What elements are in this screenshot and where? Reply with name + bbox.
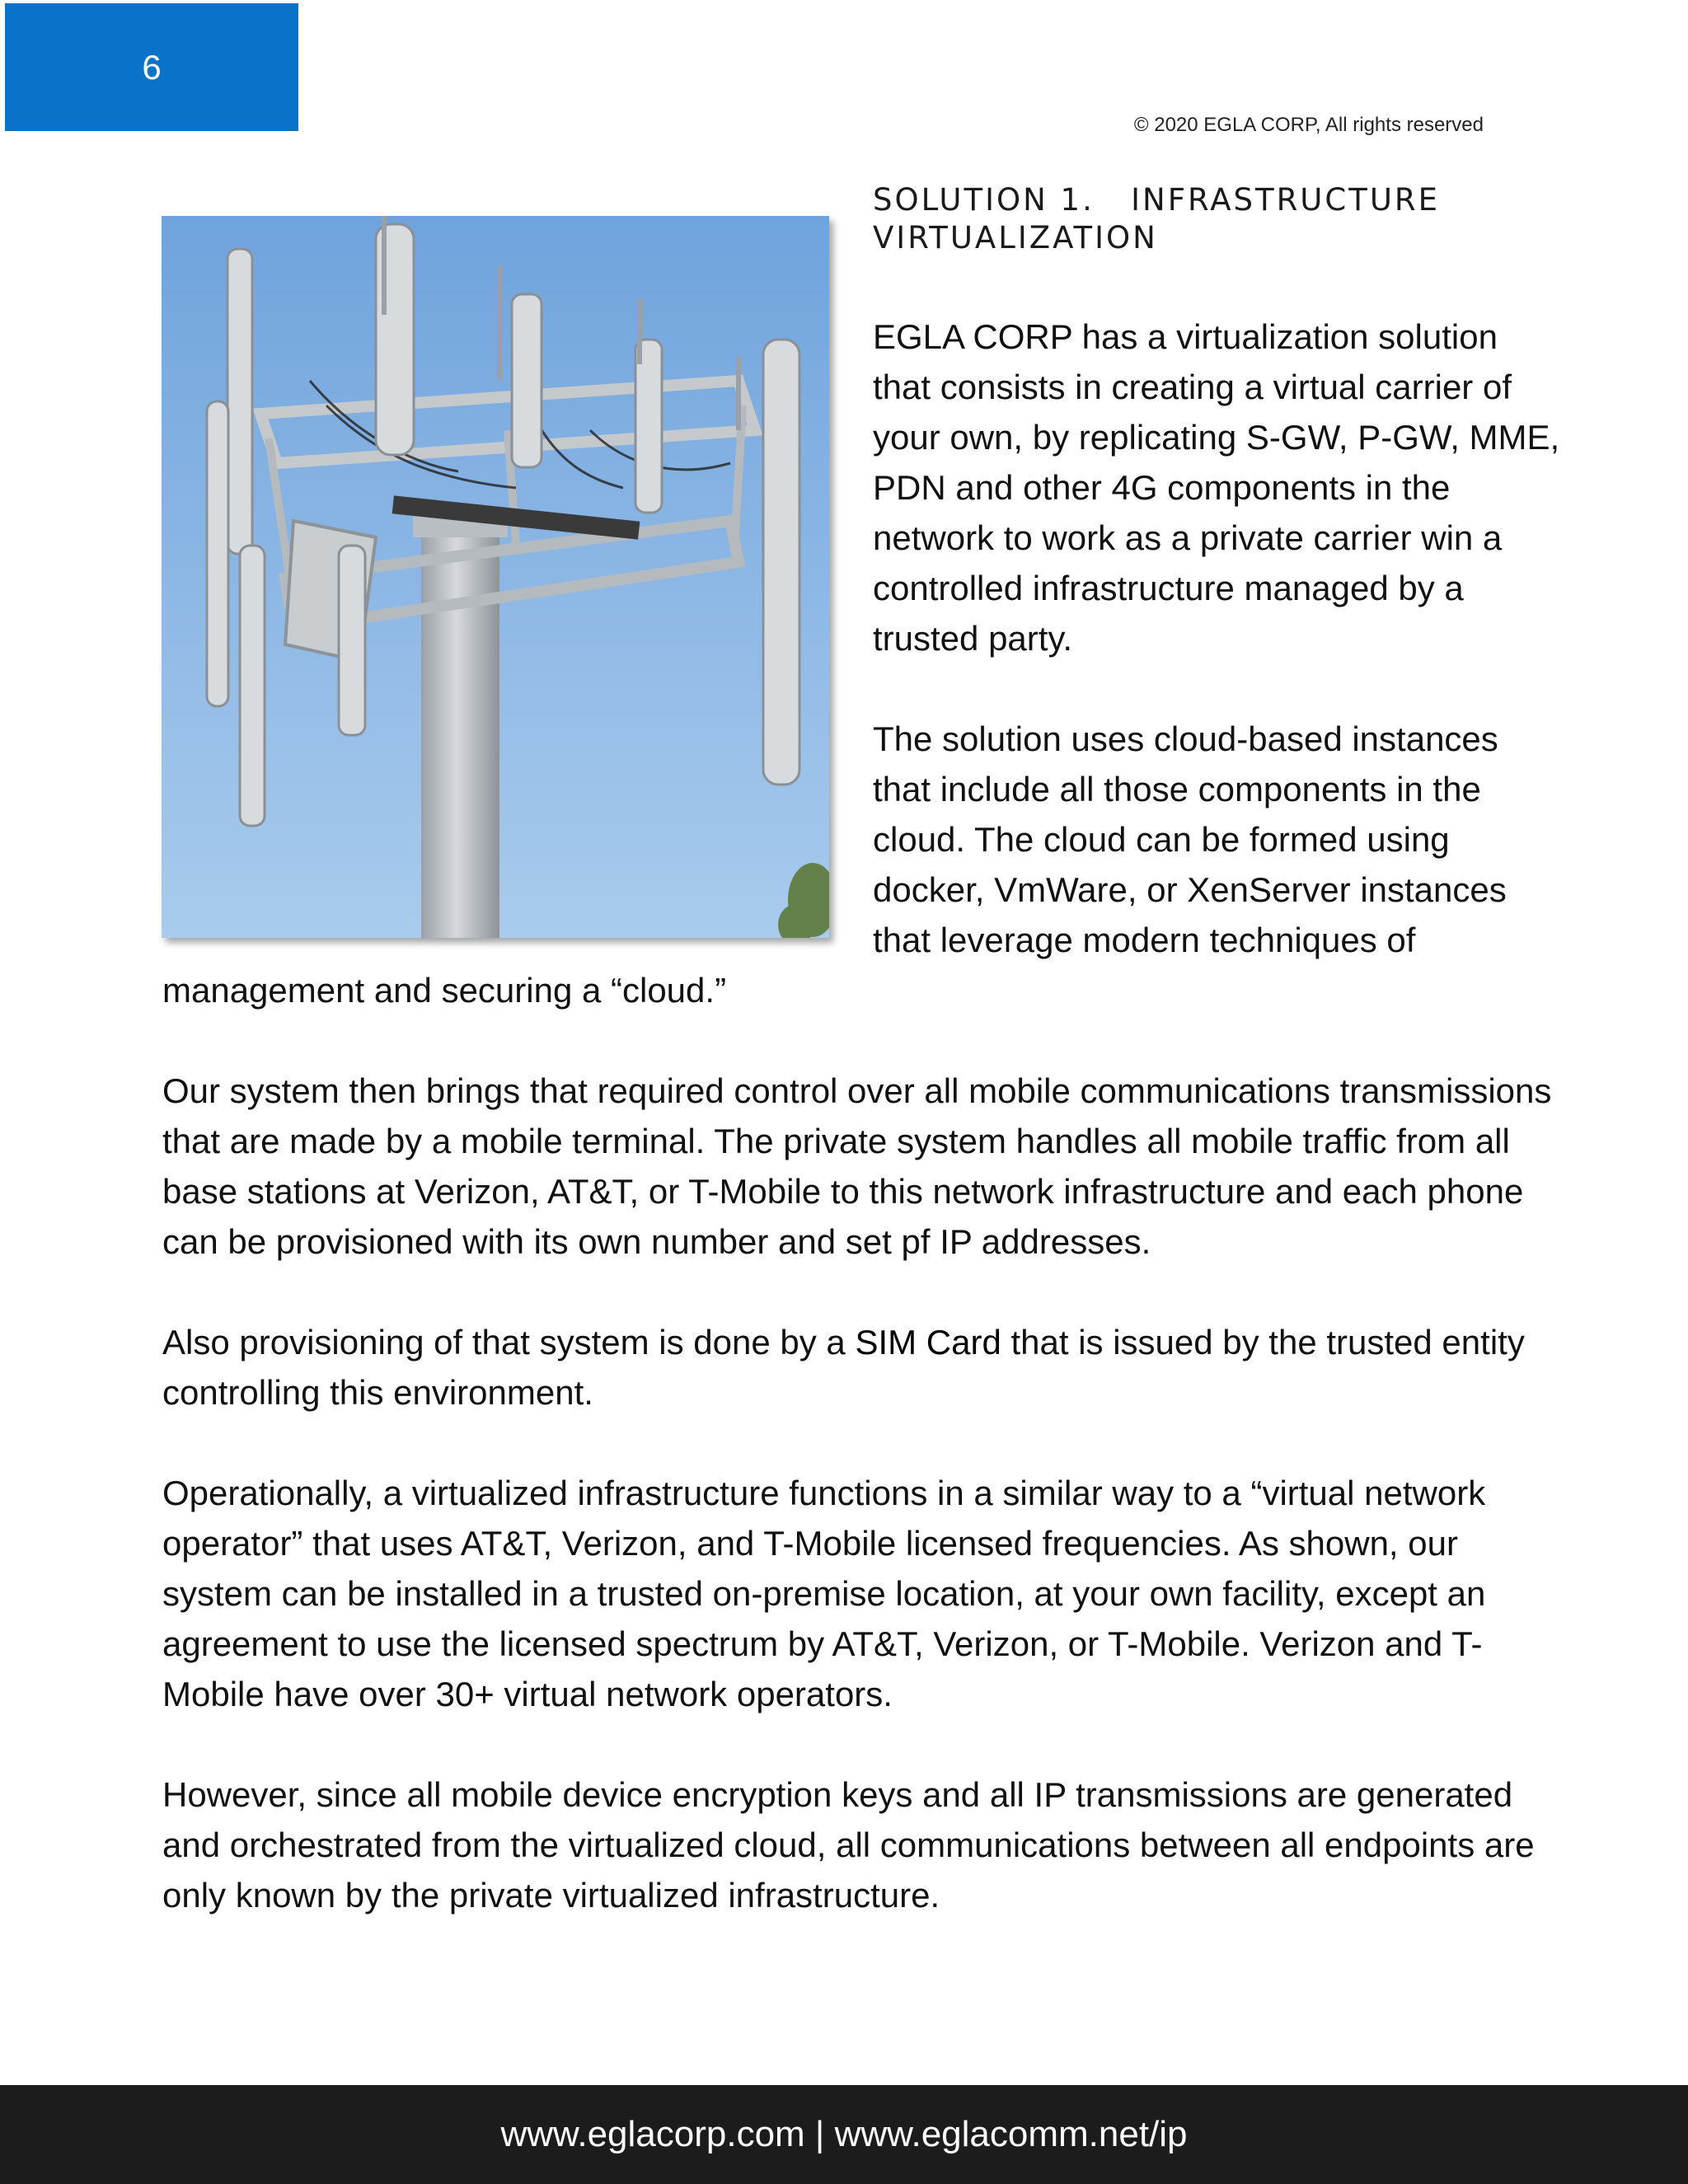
footer-links: www.eglacorp.com | www.eglacomm.net/ip bbox=[500, 2114, 1188, 2154]
sim-text-before: Also provisioning of that system is done by a bbox=[162, 1323, 856, 1361]
paragraph-cloud: The solution uses cloud-based instances that include all those components in the cloud. The cloud can be formed using docker, VmWare, or XenServer instances that leverage modern techniques of management and securing a “cloud.” bbox=[162, 719, 1507, 1010]
paragraph-virtualization: EGLA CORP has a virtualization solution that consists in creating a virtual carrier of your own, by replicating S-GW, P-GW, MME, PDN and other 4G components in the network to work as a private carrier win a controlled infrastructure managed by a trusted party. bbox=[873, 317, 1560, 658]
sim-card-emphasis: SIM Card bbox=[855, 1323, 1001, 1361]
paragraph-control: Our system then brings that required control over all mobile communications transmissions that are made by a mobile terminal. The private system handles all mobile traffic from all base stations at Verizon, AT&T, or T-Mobile to this network infrastructure and each phone can be provisioned with its own number and set pf IP addresses. bbox=[162, 1071, 1552, 1261]
page-number: 6 bbox=[142, 47, 162, 87]
paragraph-sim-provisioning bbox=[162, 1317, 1564, 1418]
sim-text-after: that is issued by the trusted entity controlling this environment. bbox=[162, 1323, 1525, 1412]
body-text bbox=[162, 312, 1564, 1971]
paragraph-encryption: However, since all mobile device encryption keys and all IP transmissions are generated and orchestrated from the virtualized cloud, all communications between all endpoints are only known by the private virtualized infrastructure. bbox=[162, 1775, 1535, 1915]
heading-line-2: VIRTUALIZATION bbox=[873, 220, 1158, 255]
paragraph-operational: Operationally, a virtualized infrastructure functions in a similar way to a “virtual network operator” that uses AT&T, Verizon, and T-Mobile licensed frequencies. As shown, our system can be installed in a trusted on-premise location, at your own facility, except an agreement to use the licensed spectrum by AT&T, Verizon, or T-Mobile. Verizon and T-Mobile have over 30+ virtual network operators. bbox=[162, 1474, 1486, 1713]
image-wrap-spacer bbox=[162, 312, 873, 959]
page-number-badge bbox=[5, 3, 298, 131]
section-heading bbox=[873, 181, 1549, 257]
footer-bar bbox=[0, 2085, 1688, 2184]
heading-line-1: SOLUTION 1. INFRASTRUCTURE bbox=[873, 182, 1440, 218]
copyright-notice: © 2020 EGLA CORP, All rights reserved bbox=[1133, 114, 1484, 136]
